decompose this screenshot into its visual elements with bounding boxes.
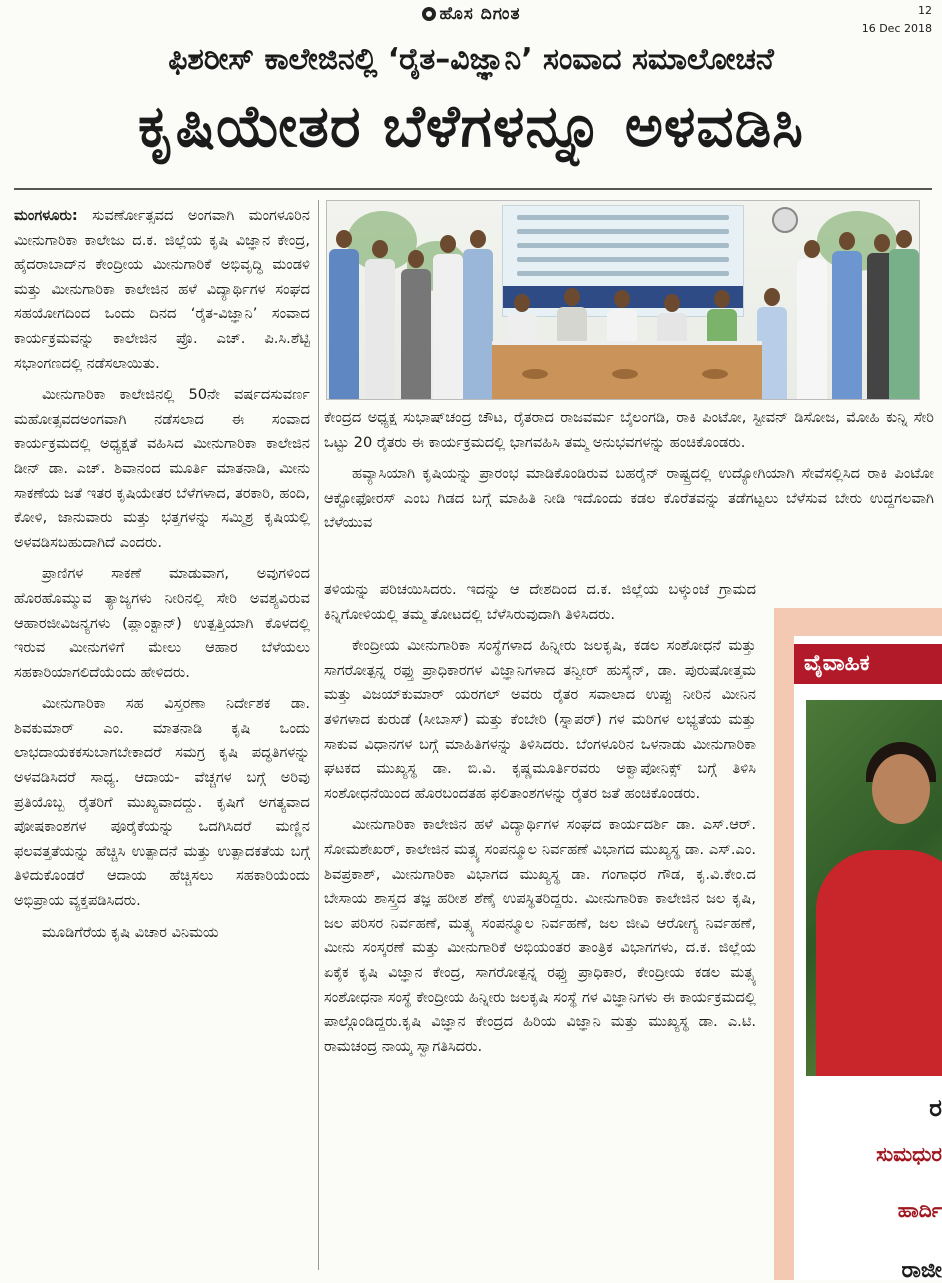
article-paragraph: ಮೂಡಿಗೆರೆಯ ಕೃಷಿ ವಿಚಾರ ವಿನಿಮಯ — [42, 923, 219, 941]
column-divider — [318, 200, 319, 1270]
article-paragraph: ಮೀನುಗಾರಿಕಾ ಕಾಲೇಜಿನಲ್ಲಿ 50ನೇ ವರ್ಷದಸುವರ್ಣ ಮಹೋತ್ಸವದಅಂಗವಾಗಿ ನಡೆಸಲಾದ ಈ ಸಂವಾದ ಕಾರ್ಯಕ್ರಮದಲ್ಲಿ ಅಧ್ಯಕ್ಷತೆ ವಹಿಸಿದ ಮೀನುಗಾರಿಕಾ ಕಾಲೇಜಿನ ಡೀನ್ ಡಾ. ಎಚ್. ಶಿವಾನಂದ ಮೂರ್ತಿ ಮಾತನಾಡಿ, ಮೀನು ಸಾಕಣೆಯ ಜತೆ ಇತರ ಕೃಷಿಯೇತರ ಬೆಳೆಗಳಾದ, ತರಕಾರಿ, ಹಂದಿ, ಕೋಳಿ, ಜಾನುವಾರು ಮತ್ತು ಭತ್ತಗಳನ್ನು ಸಮ್ಮಿಶ್ರ ಕೃಷಿಯಲ್ಲಿ ಅಳವಡಿಸಬಹುದಾಗಿದೆ ಎಂದರು. — [14, 386, 310, 551]
issue-date: 16 Dec 2018 — [861, 22, 932, 35]
matrimonial-ad[interactable] — [774, 608, 942, 1283]
person-figure — [433, 235, 463, 399]
person-figure — [797, 240, 827, 399]
article-paragraph: ಮೀನುಗಾರಿಕಾ ಕಾಲೇಜಿನ ಹಳೆ ವಿದ್ಯಾರ್ಥಿಗಳ ಸಂಘದ ಕಾರ್ಯದರ್ಶಿ ಡಾ. ಎಸ್.ಆರ್. ಸೋಮಶೇಖರ್, ಕಾಲೇಜಿನ ಮತ್ಸ್ಯ ಸಂಪನ್ಮೂಲ ನಿರ್ವಹಣೆ ವಿಭಾಗದ ಮುಖ್ಯಸ್ಥ ಡಾ. ಎಸ್.ಎಂ. ಶಿವಪ್ರಕಾಶ್, ಮೀನುಗಾರಿಕಾ ವಿಭಾಗದ ಮುಖ್ಯಸ್ಥ ಡಾ. ಗಂಗಾಧರ ಗೌಡ, ಕೃ.ವಿ.ಕೇಂ.ದ ಬೇಸಾಯ ಶಾಸ್ತ್ರದ ತಜ್ಞ ಹರೀಶ ಶೆಣೈ ಉಪಸ್ಥಿತರಿದ್ದರು. ಮೀನುಗಾರಿಕಾ ಕಾಲೇಜಿನ ಜಲ ಕೃಷಿ, ಜಲ ಪರಿಸರ ನಿರ್ವಹಣೆ, ಮತ್ಸ್ಯ ಸಂಪನ್ಮೂಲ ನಿರ್ವಹಣೆ, ಜಲ ಜೀವಿ ಆರೋಗ್ಯ ನಿರ್ವಹಣೆ, ಮೀನು ಸಂಸ್ಕರಣೆ ಮತ್ತು ಮೀನುಗಾರಿಕೆ ಅಭಿಯಂತರ ತಾಂತ್ರಿಕ ವಿಭಾಗಗಳು, ದ.ಕ. ಜಿಲ್ಲೆಯ ಏಕೈಕ ಕೃಷಿ ವಿಜ್ಞಾನ ಕೇಂದ್ರ, ಸಾಗರೋತ್ಪನ್ನ ರಫ್ತು ಪ್ರಾಧಿಕಾರ, ಕೇಂದ್ರೀಯ ಕಡಲ ಮತ್ಸ್ಯ ಸಂಶೋಧನಾ ಸಂಸ್ಥೆ ಕೇಂದ್ರೀಯ ಹಿನ್ನೀರು ಜಲಕೃಷಿ ಸಂಸ್ಥೆ ಗಳ ವಿಜ್ಞಾನಿಗಳು ಈ ಕಾರ್ಯಕ್ರಮದಲ್ಲಿ ಪಾಲ್ಗೊಂಡಿದ್ದರು.ಕೃಷಿ ವಿಜ್ಞಾನ ಕೇಂದ್ರದ ಹಿರಿಯ ವಿಜ್ಞಾನಿ ಮತ್ತು ಮುಖ್ಯಸ್ಥ ಡಾ. ಎ.ಟಿ. ರಾಮಚಂದ್ರ ನಾಯ್ಕ ಸ್ವಾಗತಿಸಿದರು. — [324, 816, 756, 1055]
article-paragraph: ಕೇಂದ್ರೀಯ ಮೀನುಗಾರಿಕಾ ಸಂಸ್ಥೆಗಳಾದ ಹಿನ್ನೀರು ಜಲಕೃಷಿ, ಕಡಲ ಸಂಶೋಧನೆ ಮತ್ತು ಸಾಗರೋತ್ಪನ್ನ ರಫ್ತು ಪ್ರಾಧಿಕಾರಗಳ ವಿಜ್ಞಾನಿಗಳಾದ ತನ್ವೀರ್ ಹುಸೈನ್, ಡಾ. ಪುರುಷೋತ್ತಮ ಮತ್ತು ವಿಜಯ್‌ಕುಮಾರ್ ಯರಗಲ್ ಅವರು ರೈತರ ಸವಾಲಾದ ಉಪ್ಪು ನೀರಿನ ಮೀನಿನ ತಳಿಗಳಾದ ಕುರುಡೆ (ಸೀಬಾಸ್) ಮತ್ತು ಕೆಂಬೇರಿ (ಸ್ನಾಪರ್) ಗಳ ಮರಿಗಳ ಲಭ್ಯತೆಯ ಮತ್ತು ಸಾಕುವ ವಿಧಾನಗಳ ಬಗ್ಗೆ ಮಾಹಿತಿಗಳನ್ನು ತಿಳಿಸಿದರು. ಬೆಂಗಳೂರಿನ ಒಳನಾಡು ಮೀನುಗಾರಿಕಾ ಘಟಕದ ಮುಖ್ಯಸ್ಥ ಡಾ. ಬಿ.ವಿ. ಕೃಷ್ಣಮೂರ್ತಿರವರು ಅಕ್ವಾಪೋನಿಕ್ಸ್ ಬಗ್ಗೆ ತಿಳಿಸಿ ಸಂಶೋಧನೆಯಿಂದ ಹೊರಬಂದತಹ ಫಲಿತಾಂಶಗಳನ್ನು ರೈತರ ಜತೆ ಹಂಚಿಕೊಂಡರು. — [324, 637, 756, 802]
dress-shape — [816, 850, 942, 1076]
ad-name: ಸುಮಧುರ — [876, 1142, 942, 1166]
ad-initial: ರ — [929, 1094, 942, 1122]
article-paragraph — [14, 204, 310, 376]
article-column-middle — [324, 578, 756, 1066]
person-figure — [463, 230, 493, 399]
clock-icon — [772, 207, 798, 233]
article-column-right-top — [324, 406, 934, 543]
ad-greeting: ಹಾರ್ದಿ — [897, 1198, 942, 1222]
person-figure — [329, 230, 359, 399]
person-figure — [365, 240, 395, 399]
newspaper-logo[interactable] — [422, 4, 521, 24]
article-paragraph: ಹವ್ಯಾಸಿಯಾಗಿ ಕೃಷಿಯನ್ನು ಪ್ರಾರಂಭ ಮಾಡಿಕೊಂಡಿರುವ ಬಹರೈನ್ ರಾಷ್ಟ್ರದಲ್ಲಿ ಉದ್ಯೋಗಿಯಾಗಿ ಸೇವೆಸಲ್ಲಿಸಿದ ರಾಕಿ ಪಿಂಟೋ ಆಕ್ಟೋಫೋರಸ್ ಎಂಬ ಗಿಡದ ಬಗ್ಗೆ ಮಾಹಿತಿ ನೀಡಿ ಇದೊಂದು ಕಡಲ ಕೊರೆತವನ್ನು ತಡೆಗಟ್ಟಲು ಬೆಳೆಸುವ ಬೇರು ಉದ್ದಗಲವಾಗಿ ಬೆಳೆಯುವ — [324, 465, 934, 532]
logo-text: ಹೊಸ ದಿಗಂತ — [439, 4, 521, 24]
person-figure — [401, 250, 431, 399]
ad-title: ವೈವಾಹಿಕ — [794, 644, 942, 684]
stage-table — [492, 341, 762, 400]
article-paragraph: ತಳಿಯನ್ನು ಪರಿಚಯಿಸಿದರು. ಇದನ್ನು ಆ ದೇಶದಿಂದ ದ.ಕ. ಜಿಲ್ಲೆಯ ಬಳ್ಕುಂಜೆ ಗ್ರಾಮದ ಕಿನ್ನಿಗೋಳಿಯಲ್ಲಿ ತಮ್ಮ ತೋಟದಲ್ಲಿ ಬೆಳೆಸಿರುವುದಾಗಿ ತಿಳಿಸಿದರು. — [324, 581, 756, 623]
article-paragraph: ಪ್ರಾಣಿಗಳ ಸಾಕಣೆ ಮಾಡುವಾಗ, ಅವುಗಳಿಂದ ಹೊರಹೊಮ್ಮುವ ತ್ಯಾಜ್ಯಗಳು ನೀರಿನಲ್ಲಿ ಸೇರಿ ಅವಶ್ಯವಿರುವ ಆಹಾರಜೀವಿಜನ್ಯಗಳು (ಪ್ಲಾಂಕ್ಟಾನ್) ಉತ್ಪತ್ತಿಯಾಗಿ ಕೊಳದಲ್ಲಿ ಇರುವ ಮೀನುಗಳಿಗೆ ಮೇಲು ಆಹಾರ ಬೆಳೆಯಲು ಸಹಕಾರಿಯಾಗಲಿದೆಯೆಂದು ಹೇಳಿದರು. — [14, 565, 310, 681]
ad-sender: ರಾಜೀ — [901, 1258, 942, 1283]
paragraph-text: ಸುವರ್ಣೋತ್ಸವದ ಅಂಗವಾಗಿ ಮಂಗಳೂರಿನ ಮೀನುಗಾರಿಕಾ ಕಾಲೇಜು ದ.ಕ. ಜಿಲ್ಲೆಯ ಕೃಷಿ ವಿಜ್ಞಾನ ಕೇಂದ್ರ, ಹೈದರಾಬಾದ್‌ನ ಕೇಂದ್ರೀಯ ಮೀನುಗಾರಿಕೆ ಅಭಿವೃದ್ಧಿ ಮಂಡಳಿ ಮತ್ತು ಮೀನುಗಾರಿಕಾ ಕಾಲೇಜಿನ ಹಳೆ ವಿದ್ಯಾರ್ಥಿಗಳ ಸಂಘದ ಸಹಯೋಗದಿಂದ ಒಂದು ದಿನದ ‘ರೈತ-ವಿಜ್ಞಾನಿ’ ಸಂವಾದ ಕಾರ್ಯಕ್ರಮವನ್ನು ಕಾಲೇಜಿನ ಪ್ರೊ. ಎಚ್. ಪಿ.ಸಿ.ಶೆಟ್ಟಿ ಸಭಾಂಗಣದಲ್ಲಿ ನಡೆಸಲಾಯಿತು. — [14, 207, 310, 372]
person-figure — [832, 232, 862, 399]
article-paragraph: ಮೀನುಗಾರಿಕಾ ಸಹ ವಿಸ್ತರಣಾ ನಿರ್ದೇಶಕ ಡಾ. ಶಿವಕುಮಾರ್ ಎಂ. ಮಾತನಾಡಿ ಕೃಷಿ ಒಂದು ಲಾಭದಾಯಕಕಸುಬಾಗಬೇಕಾದರೆ ಸಮಗ್ರ ಕೃಷಿ ಪದ್ಧತಿಗಳನ್ನು ಅಳವಡಿಸಿದರೆ ಸಾಧ್ಯ. ಆದಾಯ- ವೆಚ್ಚಗಳ ಬಗ್ಗೆ ಅರಿವು ಪ್ರತಿಯೊಬ್ಬ ರೈತರಿಗೆ ಮುಖ್ಯವಾದದ್ದು. ಕೃಷಿಗೆ ಅಗತ್ಯವಾದ ಪೋಷಕಾಂಶಗಳ ಪೂರೈಕೆಯನ್ನು ಒದಗಿಸಿದರೆ ಮಣ್ಣಿನ ಫಲವತ್ತತೆಯನ್ನು ಹೆಚ್ಚಿಸಿ ಉತ್ಪಾದನೆ ಮತ್ತು ಉತ್ಪಾದಕತೆಯ ಬಗ್ಗೆ ತಿಳಿದುಕೊಂಡರೆ ಆದಾಯ ಹೆಚ್ಚಿಸಲು ಸಹಕಾರಿಯೆಂದು ಅಭಿಪ್ರಾಯ ವ್ಯಕ್ತಪಡಿಸಿದರು. — [14, 695, 310, 910]
article-paragraph: ಕೇಂದ್ರದ ಅಧ್ಯಕ್ಷ ಸುಭಾಷ್‌ಚಂದ್ರ ಚೌಟ, ರೈತರಾದ ರಾಜವರ್ಮ ಬೈಲಂಗಡಿ, ರಾಕಿ ಪಿಂಟೋ, ಸ್ಟೀವನ್ ಡಿಸೋಜ, ಮೋಹಿ ಕುನ್ನಿ ಸೇರಿ ಒಟ್ಟು 20 ರೈತರು ಈ ಕಾರ್ಯಕ್ರಮದಲ್ಲಿ ಭಾಗವಹಿಸಿ ತಮ್ಮ ಅನುಭವಗಳನ್ನು ಹಂಚಿಕೊಂಡರು. — [324, 409, 934, 451]
kicker: ಫಿಶರೀಸ್ ಕಾಲೇಜಿನಲ್ಲಿ ‘ರೈತ–ವಿಜ್ಞಾನಿ’ ಸಂವಾದ ಸಮಾಲೋಚನೆ — [168, 42, 774, 77]
article-column-left — [14, 204, 310, 952]
event-photo — [326, 200, 920, 400]
page-number: 12 — [918, 4, 932, 17]
ad-photo — [806, 700, 942, 1076]
headline-rule — [14, 188, 932, 190]
masthead — [0, 4, 942, 25]
headline: ಕೃಷಿಯೇತರ ಬೆಳೆಗಳನ್ನೂ ಅಳವಡಿಸಿ — [138, 92, 804, 160]
logo-icon — [422, 7, 436, 21]
person-figure — [889, 230, 919, 399]
face-shape — [872, 754, 930, 824]
ad-panel — [794, 636, 942, 1283]
dateline: ಮಂಗಳೂರು: — [14, 207, 78, 224]
